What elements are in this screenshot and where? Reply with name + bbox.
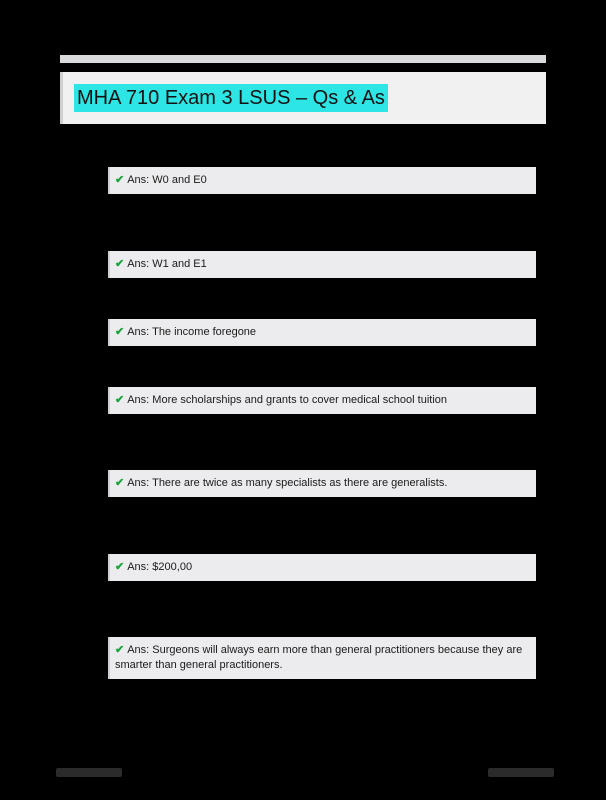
answer-prefix: Ans:: [127, 258, 150, 270]
document-title: MHA 710 Exam 3 LSUS – Qs & As: [74, 84, 388, 112]
answer-prefix: Ans:: [127, 394, 150, 406]
check-icon: ✔: [115, 644, 125, 656]
answer-box: [108, 637, 536, 679]
answer-box: [108, 319, 536, 346]
check-icon: ✔: [115, 477, 125, 489]
answer-box: [108, 554, 536, 581]
footer-site-mark: [56, 768, 122, 777]
answer-prefix: Ans:: [127, 326, 150, 338]
answer-text: There are twice as many specialists as there are generalists.: [152, 477, 448, 489]
check-icon: ✔: [115, 326, 125, 338]
check-icon: ✔: [115, 561, 125, 573]
answer-box: [108, 470, 536, 497]
page-top-divider: [60, 55, 546, 63]
check-icon: ✔: [115, 174, 125, 186]
answer-text: W1 and E1: [152, 258, 207, 270]
answer-text: The income foregone: [152, 326, 257, 338]
answer-prefix: Ans:: [127, 644, 150, 656]
answer-prefix: Ans:: [127, 561, 150, 573]
answer-box: [108, 387, 536, 414]
check-icon: ✔: [115, 258, 125, 270]
footer-page-mark: [488, 768, 554, 777]
title-banner: [60, 72, 546, 124]
check-icon: ✔: [115, 394, 125, 406]
answer-prefix: Ans:: [127, 477, 150, 489]
answer-text: W0 and E0: [152, 174, 207, 186]
answer-text: $200,00: [152, 561, 193, 573]
answer-text: Surgeons will always earn more than general practitioners because they are smarter than general practitioners.: [115, 644, 523, 671]
answer-prefix: Ans:: [127, 174, 150, 186]
answer-box: [108, 167, 536, 194]
answer-box: [108, 251, 536, 278]
answer-text: More scholarships and grants to cover medical school tuition: [152, 394, 447, 406]
